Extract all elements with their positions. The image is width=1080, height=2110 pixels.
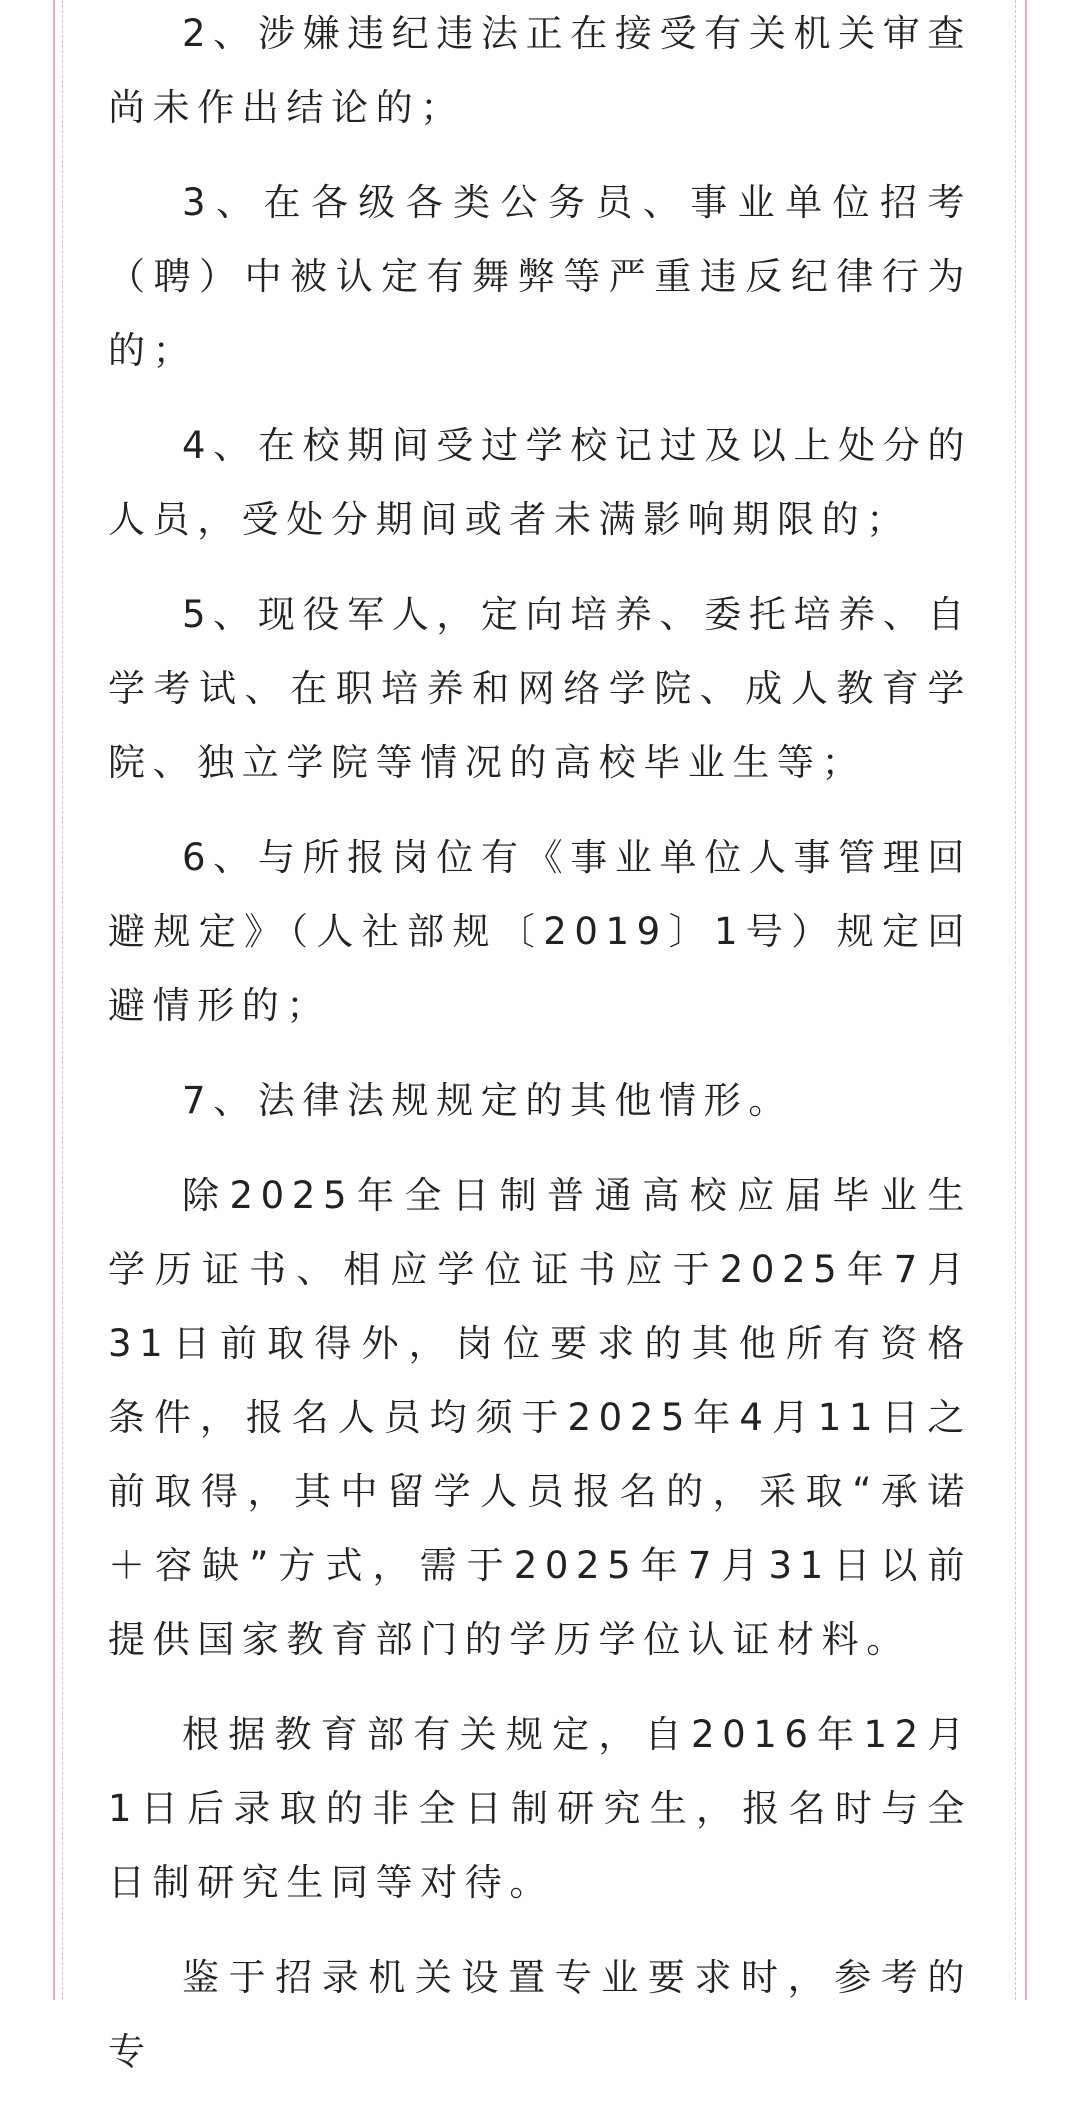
paragraph-part-time-graduate: 根据教育部有关规定，自2016年12月1日后录取的非全日制研究生，报名时与全日制研究生同等对待。	[108, 1713, 972, 1904]
right-border-dashed	[1015, 0, 1016, 2000]
paragraph-item-3: 3、在各级各类公务员、事业单位招考（聘）中被认定有舞弊等严重违反纪律行为的；	[108, 181, 972, 372]
left-border-solid	[53, 0, 55, 2000]
paragraph-major-requirement: 鉴于招录机关设置专业要求时，参考的专	[108, 1956, 972, 2073]
paragraph-item-5: 5、现役军人，定向培养、委托培养、自学考试、在职培养和网络学院、成人教育学院、独立学院等情况的高校毕业生等；	[108, 593, 972, 784]
paragraph-item-7: 7、法律法规规定的其他情形。	[182, 1079, 793, 1122]
paragraph-item-2: 2、涉嫌违纪违法正在接受有关机关审查尚未作出结论的；	[108, 12, 972, 129]
paragraph-qualification-deadline: 除2025年全日制普通高校应届毕业生学历证书、相应学位证书应于2025年7月31日前取得外，岗位要求的其他所有资格条件，报名人员均须于2025年4月11日之前取得，其中留学人员报名的，采取“承诺＋容缺”方式，需于2025年7月31日以前提供国家教育部门的学历学位认证材料。	[108, 1174, 972, 1661]
document-body	[108, 0, 972, 2110]
left-border-dashed	[62, 0, 63, 2000]
paragraph-item-6: 6、与所报岗位有《事业单位人事管理回避规定》（人社部规〔2019〕1号）规定回避情形的；	[108, 836, 972, 1027]
paragraph-item-4: 4、在校期间受过学校记过及以上处分的人员，受处分期间或者未满影响期限的；	[108, 424, 972, 541]
right-border-solid	[1025, 0, 1027, 2000]
